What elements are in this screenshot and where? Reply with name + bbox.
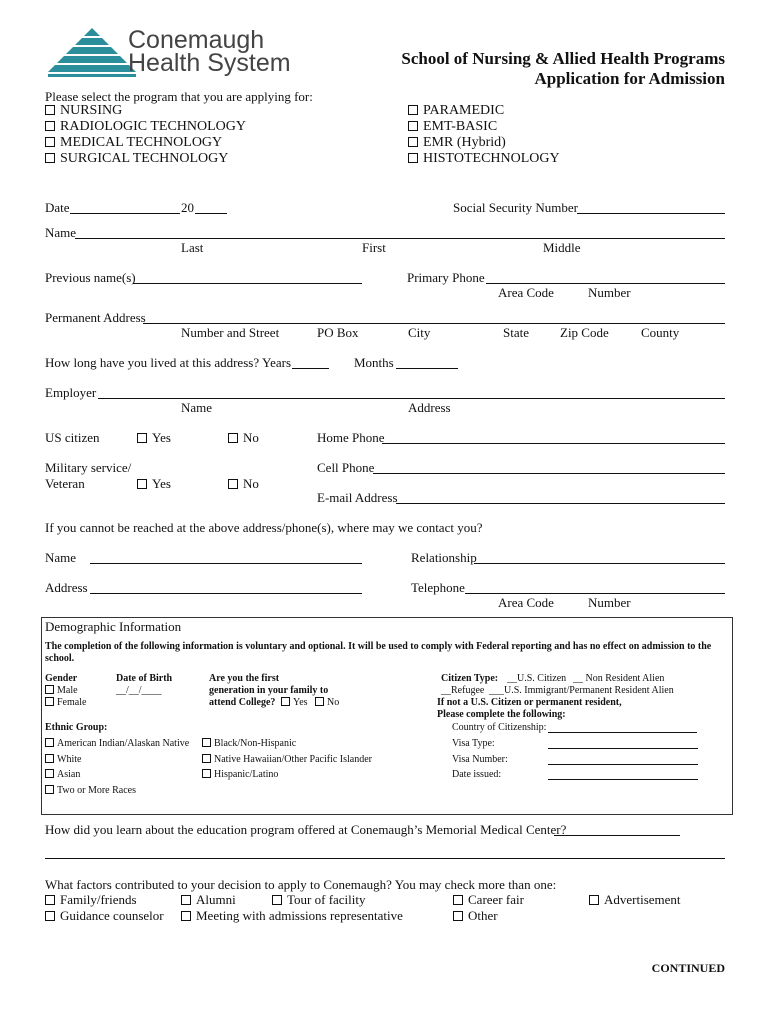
- months-label: Months: [354, 355, 394, 370]
- factor-career[interactable]: Career fair: [453, 892, 524, 908]
- checkbox[interactable]: [272, 895, 282, 905]
- conemaugh-logo-icon: [48, 26, 136, 78]
- factor-guidance[interactable]: Guidance counselor: [45, 908, 164, 924]
- primary-phone-area-caption: Area Code: [498, 285, 554, 300]
- checkbox[interactable]: [45, 754, 54, 763]
- telephone-area-caption: Area Code: [498, 595, 554, 610]
- telephone-label: Telephone: [411, 580, 465, 595]
- perm-address-field[interactable]: [143, 323, 725, 324]
- checkbox[interactable]: [45, 685, 54, 694]
- contact-name-label: Name: [45, 550, 77, 565]
- logo-line2: Health System: [128, 49, 291, 77]
- prev-names-field[interactable]: [133, 283, 362, 284]
- citizen-type-nonresident[interactable]: __ Non Resident Alien: [573, 673, 665, 684]
- ethnic-hispanic[interactable]: Hispanic/Latino: [202, 769, 278, 780]
- checkbox[interactable]: [408, 137, 418, 147]
- form-title-2: Application for Admission: [534, 69, 725, 88]
- how-long-label: How long have you lived at this address?: [45, 355, 260, 370]
- military-label-2: Veteran: [45, 476, 85, 491]
- date-year-field[interactable]: [195, 213, 227, 214]
- checkbox[interactable]: [45, 137, 55, 147]
- employer-name-caption: Name: [181, 400, 213, 415]
- relationship-field[interactable]: [474, 563, 725, 564]
- primary-phone-field[interactable]: [486, 283, 725, 284]
- addr-state-caption: State: [503, 325, 529, 340]
- checkbox[interactable]: [202, 738, 211, 747]
- ssn-label: Social Security Number: [453, 200, 578, 215]
- checkbox[interactable]: [45, 121, 55, 131]
- checkbox[interactable]: [181, 895, 191, 905]
- checkbox[interactable]: [589, 895, 599, 905]
- factor-meeting[interactable]: Meeting with admissions representative: [181, 908, 403, 924]
- dob-label: Date of Birth: [116, 673, 173, 684]
- checkbox[interactable]: [45, 911, 55, 921]
- gender-female[interactable]: Female: [45, 697, 86, 708]
- factor-alumni[interactable]: Alumni: [181, 892, 236, 908]
- learn-field[interactable]: [554, 835, 680, 836]
- factor-tour[interactable]: Tour of facility: [272, 892, 366, 908]
- program-nursing[interactable]: NURSING: [45, 103, 122, 119]
- gender-male[interactable]: Male: [45, 685, 78, 696]
- years-field[interactable]: [292, 368, 329, 369]
- checkbox[interactable]: [202, 754, 211, 763]
- us-citizen-no[interactable]: No: [228, 430, 259, 446]
- checkbox[interactable]: [45, 895, 55, 905]
- months-field[interactable]: [396, 368, 458, 369]
- learn-prompt: How did you learn about the education program offered at Conemaugh’s Memorial Medical Center?: [45, 822, 567, 837]
- checkbox[interactable]: [45, 769, 54, 778]
- employer-field[interactable]: [98, 398, 725, 399]
- not-citizen-line2: Please complete the following:: [437, 709, 566, 720]
- checkbox[interactable]: [45, 153, 55, 163]
- checkbox[interactable]: [45, 785, 54, 794]
- ethnic-american-indian[interactable]: American Indian/Alaskan Native: [45, 738, 189, 749]
- citizen-type-immigrant[interactable]: ___U.S. Immigrant/Permanent Resident Alien: [489, 685, 674, 696]
- name-field[interactable]: [75, 238, 725, 239]
- checkbox[interactable]: [315, 697, 324, 706]
- program-emt-basic[interactable]: EMT-BASIC: [408, 119, 497, 135]
- military-label-1: Military service/: [45, 460, 132, 475]
- gender-label: Gender: [45, 673, 78, 684]
- logo-line1: Conemaugh: [128, 26, 265, 54]
- checkbox[interactable]: [408, 105, 418, 115]
- name-middle-caption: Middle: [543, 240, 581, 255]
- demographic-heading: Demographic Information: [45, 619, 182, 634]
- first-gen-line3: attend College?: [209, 697, 276, 708]
- email-field[interactable]: [396, 503, 725, 504]
- checkbox[interactable]: [45, 697, 54, 706]
- date-issued-field[interactable]: [548, 779, 698, 780]
- contact-address-field[interactable]: [90, 593, 362, 594]
- learn-field-2[interactable]: [45, 858, 725, 859]
- home-phone-field[interactable]: [382, 443, 725, 444]
- program-prompt: Please select the program that you are applying for:: [45, 89, 313, 104]
- telephone-field[interactable]: [465, 593, 725, 594]
- addr-city-caption: City: [408, 325, 431, 340]
- contact-address-label: Address: [45, 580, 88, 595]
- factor-other[interactable]: Other: [453, 908, 498, 924]
- checkbox[interactable]: [281, 697, 290, 706]
- checkbox[interactable]: [408, 121, 418, 131]
- program-medical[interactable]: MEDICAL TECHNOLOGY: [45, 135, 222, 151]
- checkbox[interactable]: [202, 769, 211, 778]
- factor-advertisement[interactable]: Advertisement: [589, 892, 681, 908]
- visa-number-label: Visa Number:: [452, 754, 508, 765]
- checkbox[interactable]: [181, 911, 191, 921]
- checkbox[interactable]: [408, 153, 418, 163]
- prev-names-label: Previous name(s): [45, 270, 136, 285]
- visa-number-field[interactable]: [548, 764, 698, 765]
- years-label: Years: [262, 355, 292, 370]
- name-label: Name: [45, 225, 77, 240]
- ssn-field[interactable]: [577, 213, 725, 214]
- demographic-notice: The completion of the following information is voluntary and optional. It will be used to comply with Federal reporting and has no effect on admission to the school.: [45, 641, 712, 664]
- primary-phone-number-caption: Number: [588, 285, 631, 300]
- program-radiologic[interactable]: RADIOLOGIC TECHNOLOGY: [45, 119, 246, 135]
- checkbox[interactable]: [137, 433, 147, 443]
- primary-phone-label: Primary Phone: [407, 270, 485, 285]
- not-citizen-line1: If not a U.S. Citizen or permanent resident,: [437, 697, 622, 708]
- us-citizen-yes[interactable]: Yes: [137, 430, 171, 446]
- country-label: Country of Citizenship:: [452, 722, 547, 733]
- ethnic-two-or-more[interactable]: Two or More Races: [45, 785, 136, 796]
- addr-county-caption: County: [641, 325, 680, 340]
- military-no[interactable]: No: [228, 476, 259, 492]
- name-first-caption: First: [362, 240, 386, 255]
- ethnic-label: Ethnic Group:: [45, 722, 108, 733]
- visa-type-label: Visa Type:: [452, 738, 495, 749]
- cell-phone-label: Cell Phone: [317, 460, 375, 475]
- addr-pobox-caption: PO Box: [317, 325, 359, 340]
- checkbox[interactable]: [45, 738, 54, 747]
- date-field[interactable]: [70, 213, 180, 214]
- military-yes[interactable]: Yes: [137, 476, 171, 492]
- program-surgical[interactable]: SURGICAL TECHNOLOGY: [45, 151, 228, 167]
- dob-field[interactable]: __/__/____: [116, 685, 162, 696]
- factor-family[interactable]: Family/friends: [45, 892, 137, 908]
- email-label: E-mail Address: [317, 490, 398, 505]
- factors-prompt: What factors contributed to your decision to apply to Conemaugh? You may check more than one:: [45, 877, 557, 892]
- first-gen-line1: Are you the first: [209, 673, 280, 684]
- us-citizen-label: US citizen: [45, 430, 100, 445]
- ethnic-white[interactable]: White: [45, 754, 81, 765]
- ethnic-hawaiian[interactable]: Native Hawaiian/Other Pacific Islander: [202, 754, 372, 765]
- continued-label: CONTINUED: [651, 961, 725, 975]
- home-phone-label: Home Phone: [317, 430, 385, 445]
- employer-address-caption: Address: [408, 400, 451, 415]
- country-field[interactable]: [548, 732, 697, 733]
- checkbox[interactable]: [228, 479, 238, 489]
- relationship-label: Relationship: [411, 550, 477, 565]
- addr-street-caption: Number and Street: [181, 325, 280, 340]
- ethnic-black[interactable]: Black/Non-Hispanic: [202, 738, 296, 749]
- first-gen-line2: generation in your family to: [209, 685, 329, 696]
- date-issued-label: Date issued:: [452, 769, 502, 780]
- program-emr[interactable]: EMR (Hybrid): [408, 135, 506, 151]
- program-paramedic[interactable]: PARAMEDIC: [408, 103, 504, 119]
- first-gen-no[interactable]: No: [315, 697, 339, 708]
- contact-prompt: If you cannot be reached at the above address/phone(s), where may we contact you?: [45, 520, 483, 535]
- telephone-number-caption: Number: [588, 595, 631, 610]
- ethnic-asian[interactable]: Asian: [45, 769, 80, 780]
- cell-phone-field[interactable]: [373, 473, 725, 474]
- visa-type-field[interactable]: [548, 748, 698, 749]
- name-last-caption: Last: [181, 240, 204, 255]
- contact-name-field[interactable]: [90, 563, 362, 564]
- citizen-type-refugee[interactable]: __Refugee: [441, 685, 485, 696]
- first-gen-yes[interactable]: Yes: [281, 697, 308, 708]
- program-histotechnology[interactable]: HISTOTECHNOLOGY: [408, 151, 560, 167]
- checkbox[interactable]: [453, 895, 463, 905]
- checkbox[interactable]: [228, 433, 238, 443]
- checkbox[interactable]: [137, 479, 147, 489]
- date-label: Date: [45, 200, 70, 215]
- checkbox[interactable]: [453, 911, 463, 921]
- citizen-type-us[interactable]: __U.S. Citizen: [507, 673, 567, 684]
- form-title-1: School of Nursing & Allied Health Programs: [401, 49, 725, 68]
- citizen-type-label: Citizen Type:: [441, 673, 499, 684]
- checkbox[interactable]: [45, 105, 55, 115]
- date-year-label: 20: [181, 200, 194, 215]
- addr-zip-caption: Zip Code: [560, 325, 609, 340]
- employer-label: Employer: [45, 385, 97, 400]
- perm-address-label: Permanent Address: [45, 310, 146, 325]
